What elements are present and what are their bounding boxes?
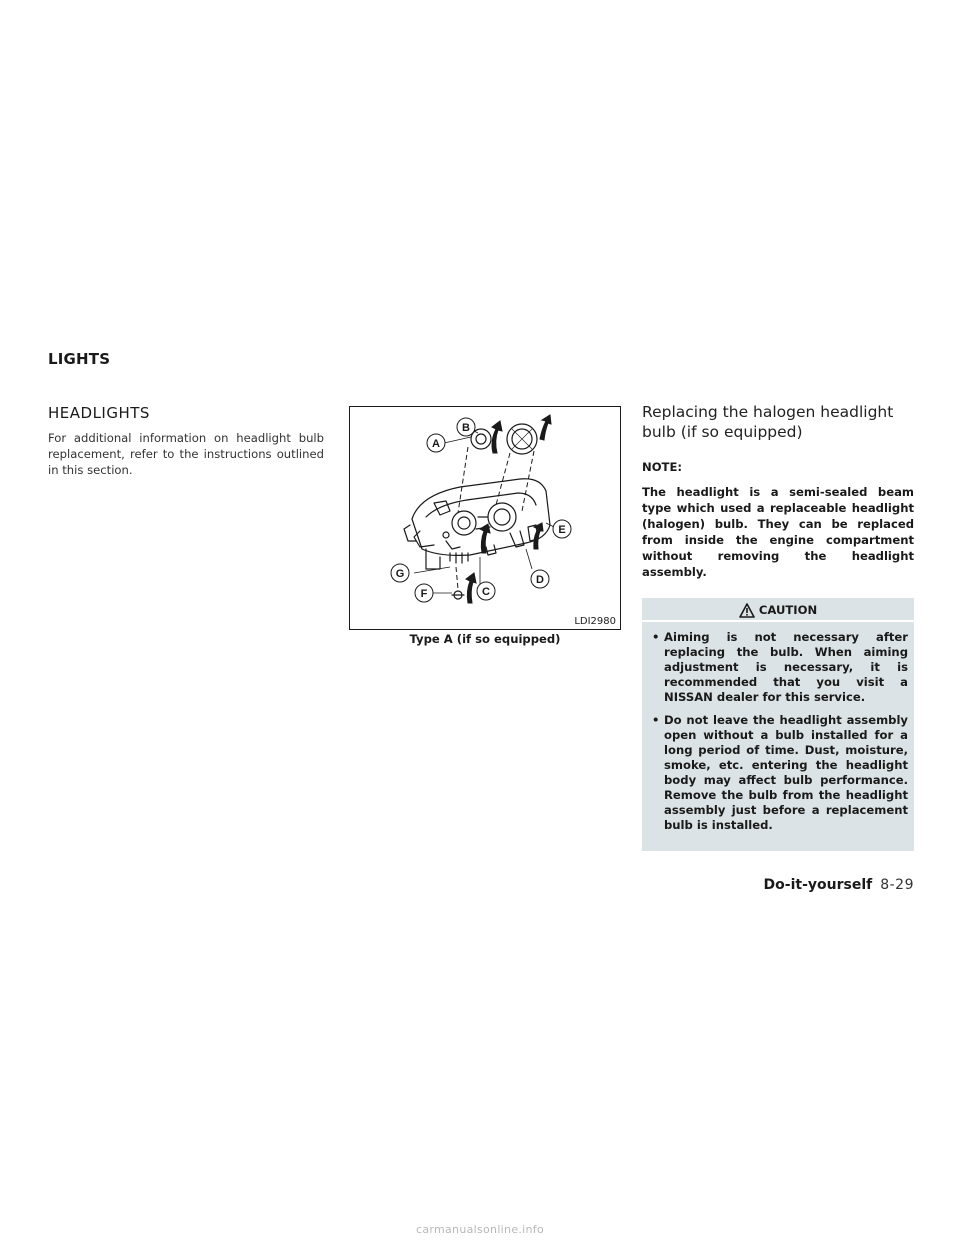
replacing-section	[642, 402, 914, 851]
figure-label-b: B	[462, 422, 470, 434]
figure-label-d: D	[536, 574, 544, 586]
page-number: 8-29	[880, 877, 914, 893]
caution-item	[648, 630, 908, 705]
section-title: LIGHTS	[48, 350, 111, 368]
caution-item-text: Aiming is not necessary after replacing the bulb. When aiming adjustment is necessary, it is recommended that you visit a NISSAN dealer for this service.	[664, 630, 908, 704]
headlights-section	[48, 404, 324, 478]
caution-item-text: Do not leave the headlight assembly open without a bulb installed for a long period of time. Dust, moisture, smoke, etc. entering the headlight body may affect bulb performance. Remove the bulb from the headlight assembly just before a replacement bulb is installed.	[664, 713, 908, 832]
note-text: The headlight is a semi-sealed beam type which used a replaceable headlight (halogen) bulb. They can be replaced from inside the engine compartment without removing the headlight assembly.	[642, 485, 914, 579]
headlight-diagram	[350, 407, 620, 629]
page-footer	[764, 877, 914, 893]
headlights-body: For additional information on headlight bulb replacement, refer to the instructions outlined in this section.	[48, 431, 324, 477]
replacing-heading: Replacing the halogen headlight bulb (if so equipped)	[642, 403, 894, 441]
figure-label-f: F	[420, 588, 428, 600]
bullet-icon: •	[652, 713, 660, 727]
watermark: carmanualsonline.info	[415, 1223, 545, 1236]
caution-label: CAUTION	[758, 603, 818, 617]
figure-code: LDI2980	[574, 616, 616, 627]
caution-box	[642, 598, 914, 851]
caution-list	[648, 630, 908, 833]
figure-label-a: A	[432, 438, 440, 450]
footer-section: Do-it-yourself	[763, 877, 873, 893]
caution-item	[648, 713, 908, 833]
figure-label-g: G	[395, 568, 405, 580]
figure-label-e: E	[558, 524, 566, 536]
note-label: NOTE:	[642, 460, 683, 474]
bullet-icon: •	[652, 630, 660, 644]
headlights-heading: HEADLIGHTS	[48, 404, 150, 422]
figure-caption: Type A (if so equipped)	[409, 632, 561, 646]
headlight-figure	[349, 406, 621, 630]
caution-header	[642, 598, 914, 622]
warning-icon	[739, 603, 755, 618]
figure-label-c: C	[482, 586, 490, 598]
